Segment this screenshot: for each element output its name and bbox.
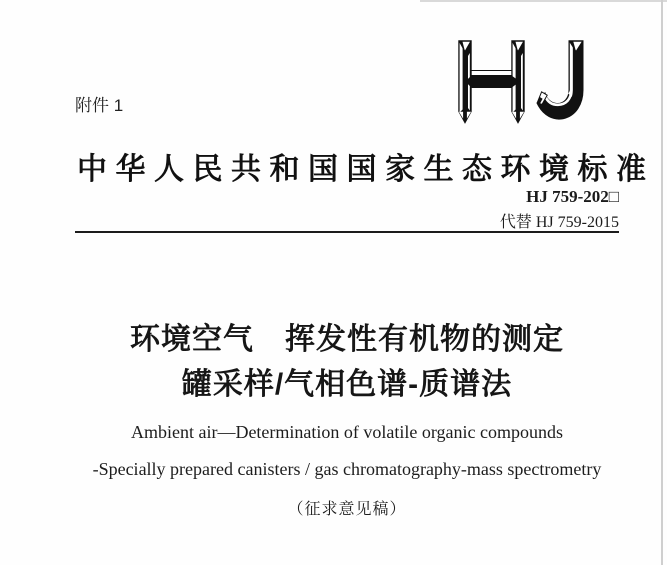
attachment-label: 附件 1 (75, 96, 124, 115)
scan-edge-right (661, 0, 663, 565)
hj-logo (458, 40, 586, 124)
draft-note: （征求意见稿） (287, 501, 407, 518)
standard-number: HJ 759-202□ (526, 187, 619, 206)
title-en-line1: Ambient air—Determination of volatile organic compounds (130, 422, 564, 442)
title-cn-line2: 罐采样/气相色谱-质谱法 (181, 368, 513, 401)
scan-edge-top (420, 0, 667, 2)
hj-logo-icon (458, 40, 586, 124)
org-heading: 中华人民共和国国家生态环境标准 (77, 153, 655, 186)
header-rule (75, 231, 619, 233)
title-en-line2: -Specially prepared canisters / gas chromatography-mass spectrometry (92, 459, 602, 479)
replaces-note: 代替 HJ 759-2015 (499, 214, 619, 231)
title-cn-line1: 环境空气 挥发性有机物的测定 (130, 323, 564, 356)
